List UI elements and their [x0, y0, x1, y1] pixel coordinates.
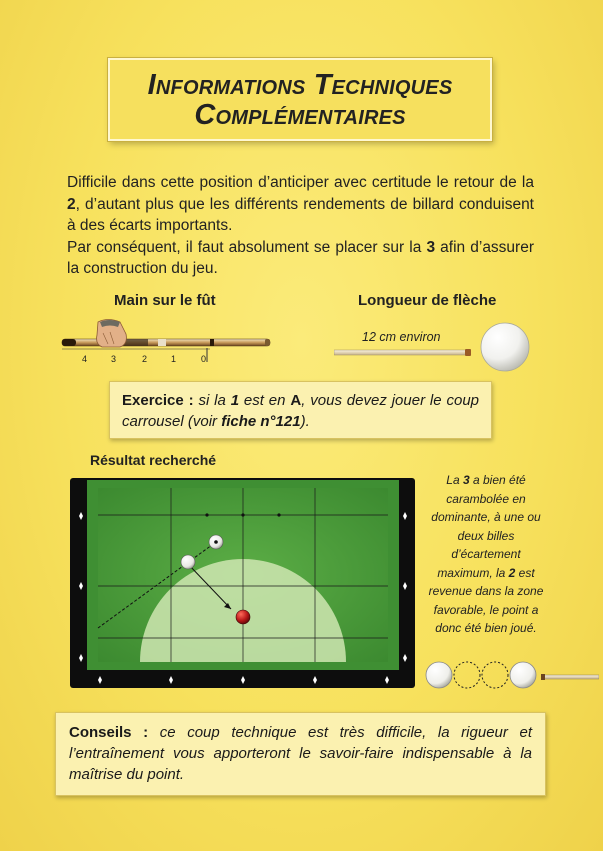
side-note: La 3 a bien été carambolée en dominante, à une ou deux billes d’écartement maximum, la 2 est revenue dans la zone favorable, le point a donc été bien joué. — [428, 473, 544, 635]
page-title-line1: Informations Techniques — [147, 68, 453, 101]
resultat-heading: Résultat recherché — [90, 452, 217, 468]
ruler-tick-1: 1 — [171, 354, 177, 364]
main-heading: Main sur le fût — [114, 292, 216, 309]
exercise-box: Exercice : si la 1 est en A, vous devez jouer le coup carrousel (voir fiche n°121). — [109, 381, 492, 439]
cue-hand-illustration — [60, 318, 275, 370]
advice-label: Conseils : — [69, 724, 149, 741]
exercise-label: Exercice : — [122, 392, 194, 409]
fleche-illustration — [334, 318, 534, 373]
page-title-line2: Complémentaires — [194, 98, 406, 131]
title-box — [108, 58, 492, 141]
intro-text — [67, 172, 534, 280]
ruler-tick-0: 0 — [201, 354, 207, 364]
advice-box — [55, 712, 546, 796]
fleche-heading: Longueur de flèche — [358, 292, 497, 309]
billiard-table-diagram — [70, 478, 415, 688]
ball-spacing-illustration — [424, 658, 599, 694]
advice-text: ce coup technique est très difficile, la rigueur et l’entraînement vous apporteront le savoir-faire indispensable à la maîtrise du point. — [69, 724, 533, 783]
intro-paragraph-1: Difficile dans cette position d’anticiper avec certitude le retour de la 2, d’autant plus que les différents rendements de billard conduisent à des écarts importants. — [67, 174, 534, 234]
intro-paragraph-2: Par conséquent, il faut absolument se placer sur la 3 afin d’assurer la construction du jeu. — [67, 238, 534, 277]
ruler-tick-3: 3 — [111, 354, 117, 364]
ruler-tick-4: 4 — [82, 354, 88, 364]
ruler-tick-2: 2 — [142, 354, 148, 364]
fleche-value: 12 cm environ — [362, 330, 441, 344]
